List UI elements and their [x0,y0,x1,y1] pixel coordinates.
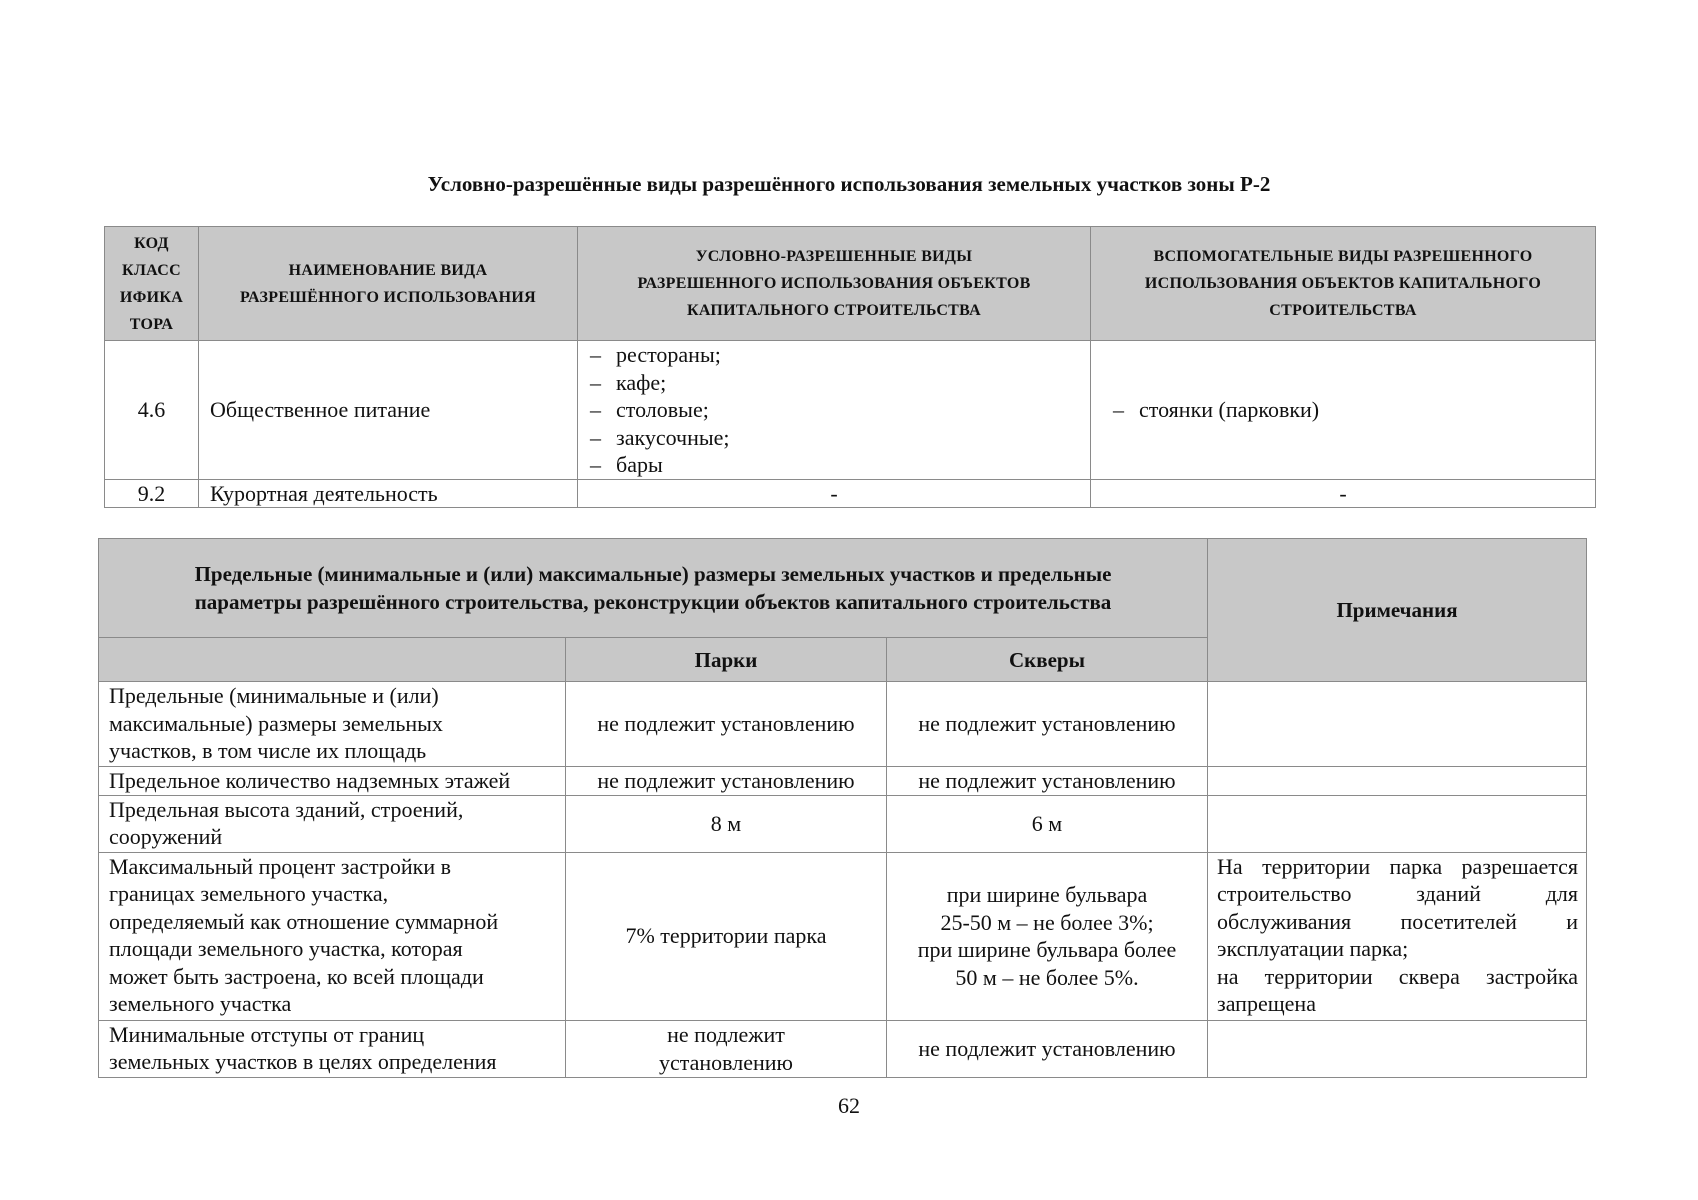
table-row [105,341,1596,480]
table-row [105,480,1596,508]
squares-value: не подлежит установлению [887,1020,1208,1077]
parameters-table [98,538,1587,1078]
list-item: – бары [590,451,1090,479]
header-empty [99,638,566,682]
note-cell [1208,795,1587,852]
parks-value: не подлежит установлению [566,767,887,796]
squares-value: не подлежит установлению [887,682,1208,767]
list-item: – рестораны; [590,341,1090,369]
squares-value: при ширине бульвара 25-50 м – не более 3%; при ширине бульвара более 50 м – не более 5%. [887,852,1208,1020]
header-use-name: НАИМЕНОВАНИЕ ВИДА РАЗРЕШЁННОГО ИСПОЛЬЗОВАНИЯ [199,227,578,341]
conditional-uses-cell: - [578,480,1091,508]
parameter-label: Предельное количество надземных этажей [99,767,566,796]
header-code: КОД КЛАСС ИФИКА ТОРА [105,227,199,341]
parks-value: 7% территории парка [566,852,887,1020]
header-squares: Скверы [887,638,1208,682]
conditional-uses-cell [578,341,1091,480]
auxiliary-uses-cell: - [1091,480,1596,508]
parks-value: 8 м [566,795,887,852]
list-item: – закусочные; [590,424,1090,452]
auxiliary-uses-cell [1091,341,1596,480]
table-row [99,767,1587,796]
table2-header-row [99,539,1587,638]
code-cell: 9.2 [105,480,199,508]
parameter-label: Максимальный процент застройки в границах земельного участка, определяемый как отношение суммарной площади земельного участка, которая может быть застроена, ко всей площади земельного участка [99,852,566,1020]
header-auxiliary-uses: ВСПОМОГАТЕЛЬНЫЕ ВИДЫ РАЗРЕШЕННОГО ИСПОЛЬЗОВАНИЯ ОБЪЕКТОВ КАПИТАЛЬНОГО СТРОИТЕЛЬСТВА [1091,227,1596,341]
use-name-cell: Общественное питание [199,341,578,480]
code-cell: 4.6 [105,341,199,480]
document-title: Условно-разрешённые виды разрешённого использования земельных участков зоны Р-2 [427,172,1271,196]
table1-header-row [105,227,1596,341]
table-row [99,1020,1587,1077]
note-cell [1208,767,1587,796]
list-item: – стоянки (парковки) [1113,396,1595,424]
squares-value: не подлежит установлению [887,767,1208,796]
parks-value: не подлежит установлению [566,1020,887,1077]
list-item: – столовые; [590,396,1090,424]
parameter-label: Предельные (минимальные и (или) максимальные) размеры земельных участков, в том числе их площадь [99,682,566,767]
conditional-uses-table [104,226,1596,508]
squares-value: 6 м [887,795,1208,852]
header-notes: Примечания [1208,539,1587,682]
note-cell [1208,1020,1587,1077]
table-row [99,682,1587,767]
header-parks: Парки [566,638,887,682]
header-conditional-uses: УСЛОВНО-РАЗРЕШЕННЫЕ ВИДЫ РАЗРЕШЕННОГО ИСПОЛЬЗОВАНИЯ ОБЪЕКТОВ КАПИТАЛЬНОГО СТРОИТЕЛЬСТВА [578,227,1091,341]
parameter-label: Предельная высота зданий, строений, сооружений [99,795,566,852]
table-row [99,852,1587,1020]
table-row [99,795,1587,852]
note-cell [1208,682,1587,767]
note-cell: На территории парка разрешается строительство зданий для обслуживания посетителей и эксплуатации парка; на территории сквера застройка запрещена [1208,852,1587,1020]
header-parameters-group: Предельные (минимальные и (или) максимальные) размеры земельных участков и предельные параметры разрешённого строительства, реконструкции объектов капитального строительства [99,539,1208,638]
use-name-cell: Курортная деятельность [199,480,578,508]
list-item: – кафе; [590,369,1090,397]
page-number: 62 [838,1093,860,1118]
parks-value: не подлежит установлению [566,682,887,767]
parameter-label: Минимальные отступы от границ земельных участков в целях определения [99,1020,566,1077]
